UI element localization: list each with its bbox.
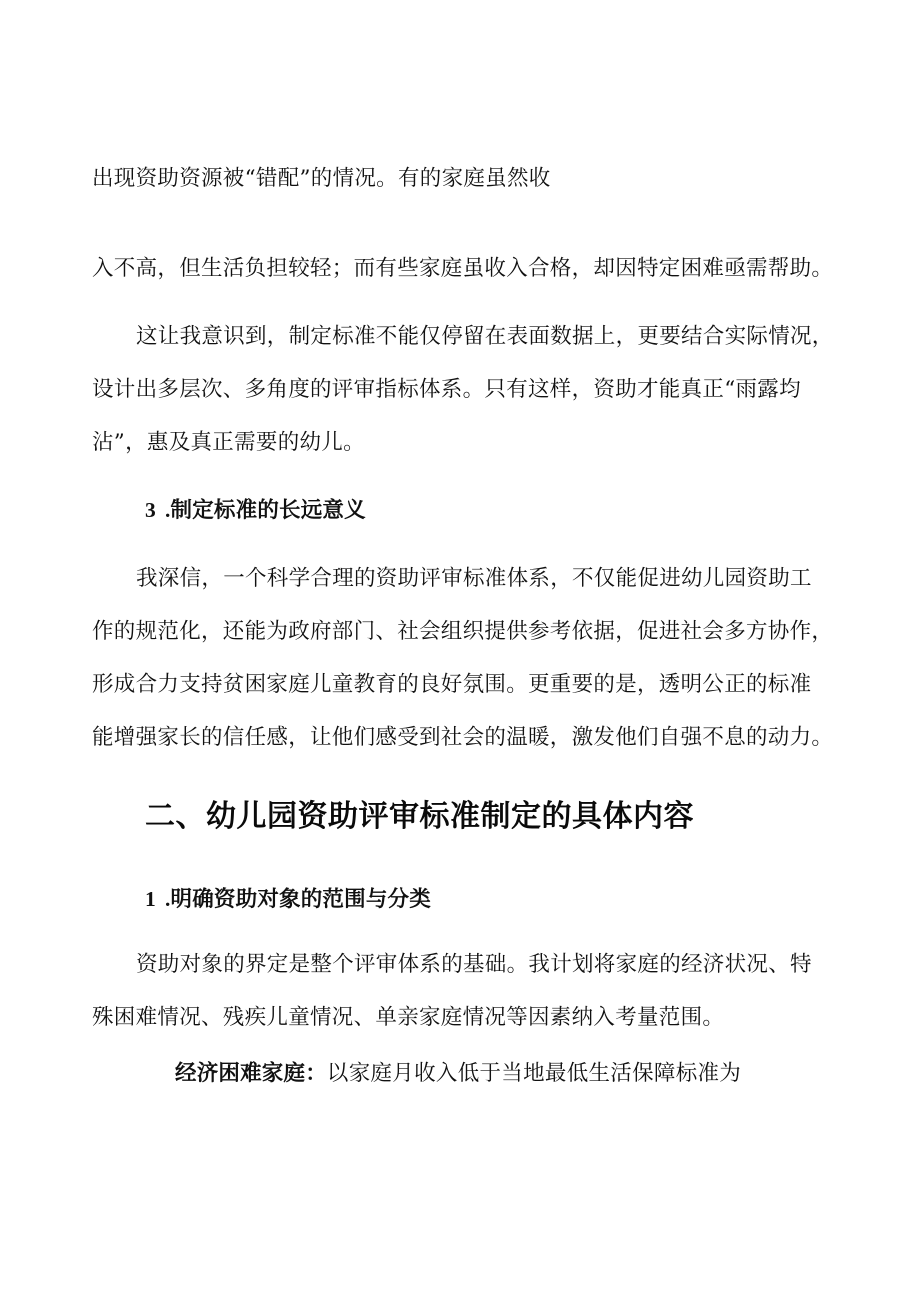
sub-heading-title: 明确资助对象的范围与分类: [170, 887, 431, 912]
paragraph-line: 形成合力支持贫困家庭儿童教育的良好氛围。更重要的是，透明公正的标准: [92, 672, 812, 697]
sub-heading-number: 1: [145, 887, 156, 911]
sub-heading-number: 3: [145, 498, 156, 522]
section-heading-2: 二、幼儿园资助评审标准制定的具体内容: [145, 799, 694, 834]
definition-text: 以家庭月收入低于当地最低生活保障标准为: [326, 1061, 742, 1086]
sub-heading-1: [145, 889, 431, 911]
definition-line: [175, 1063, 741, 1085]
paragraph-line: 能增强家长的信任感，让他们感受到社会的温暖，激发他们自强不息的动力。: [92, 725, 834, 750]
paragraph-line: 作的规范化，还能为政府部门、社会组织提供参考依据，促进社会多方协作，: [92, 619, 834, 644]
paragraph-line: 设计出多层次、多角度的评审指标体系。只有这样，资助才能真正“雨露均: [92, 377, 801, 402]
paragraph-line: 沾”，惠及真正需要的幼儿。: [92, 430, 365, 455]
sub-heading-separator: .: [164, 498, 171, 522]
sub-heading-separator: .: [164, 887, 171, 911]
paragraph-line: 我深信，一个科学合理的资助评审标准体系，不仅能促进幼儿园资助工: [136, 566, 812, 591]
paragraph-line: 这让我意识到，制定标准不能仅停留在表面数据上，更要结合实际情况，: [136, 324, 834, 349]
paragraph-line: 殊困难情况、残疾儿童情况、单亲家庭情况等因素纳入考量范围。: [92, 1005, 725, 1030]
sub-heading-3: [145, 500, 366, 522]
definition-term: 经济困难家庭：: [175, 1061, 327, 1086]
paragraph-line: 出现资助资源被“错配”的情况。有的家庭虽然收: [92, 166, 551, 191]
paragraph-line: 资助对象的界定是整个评审体系的基础。我计划将家庭的经济状况、特: [136, 952, 812, 977]
paragraph-line: 入不高，但生活负担较轻；而有些家庭虽收入合格，却因特定困难亟需帮助。: [92, 256, 834, 281]
sub-heading-title: 制定标准的长远意义: [170, 498, 366, 523]
